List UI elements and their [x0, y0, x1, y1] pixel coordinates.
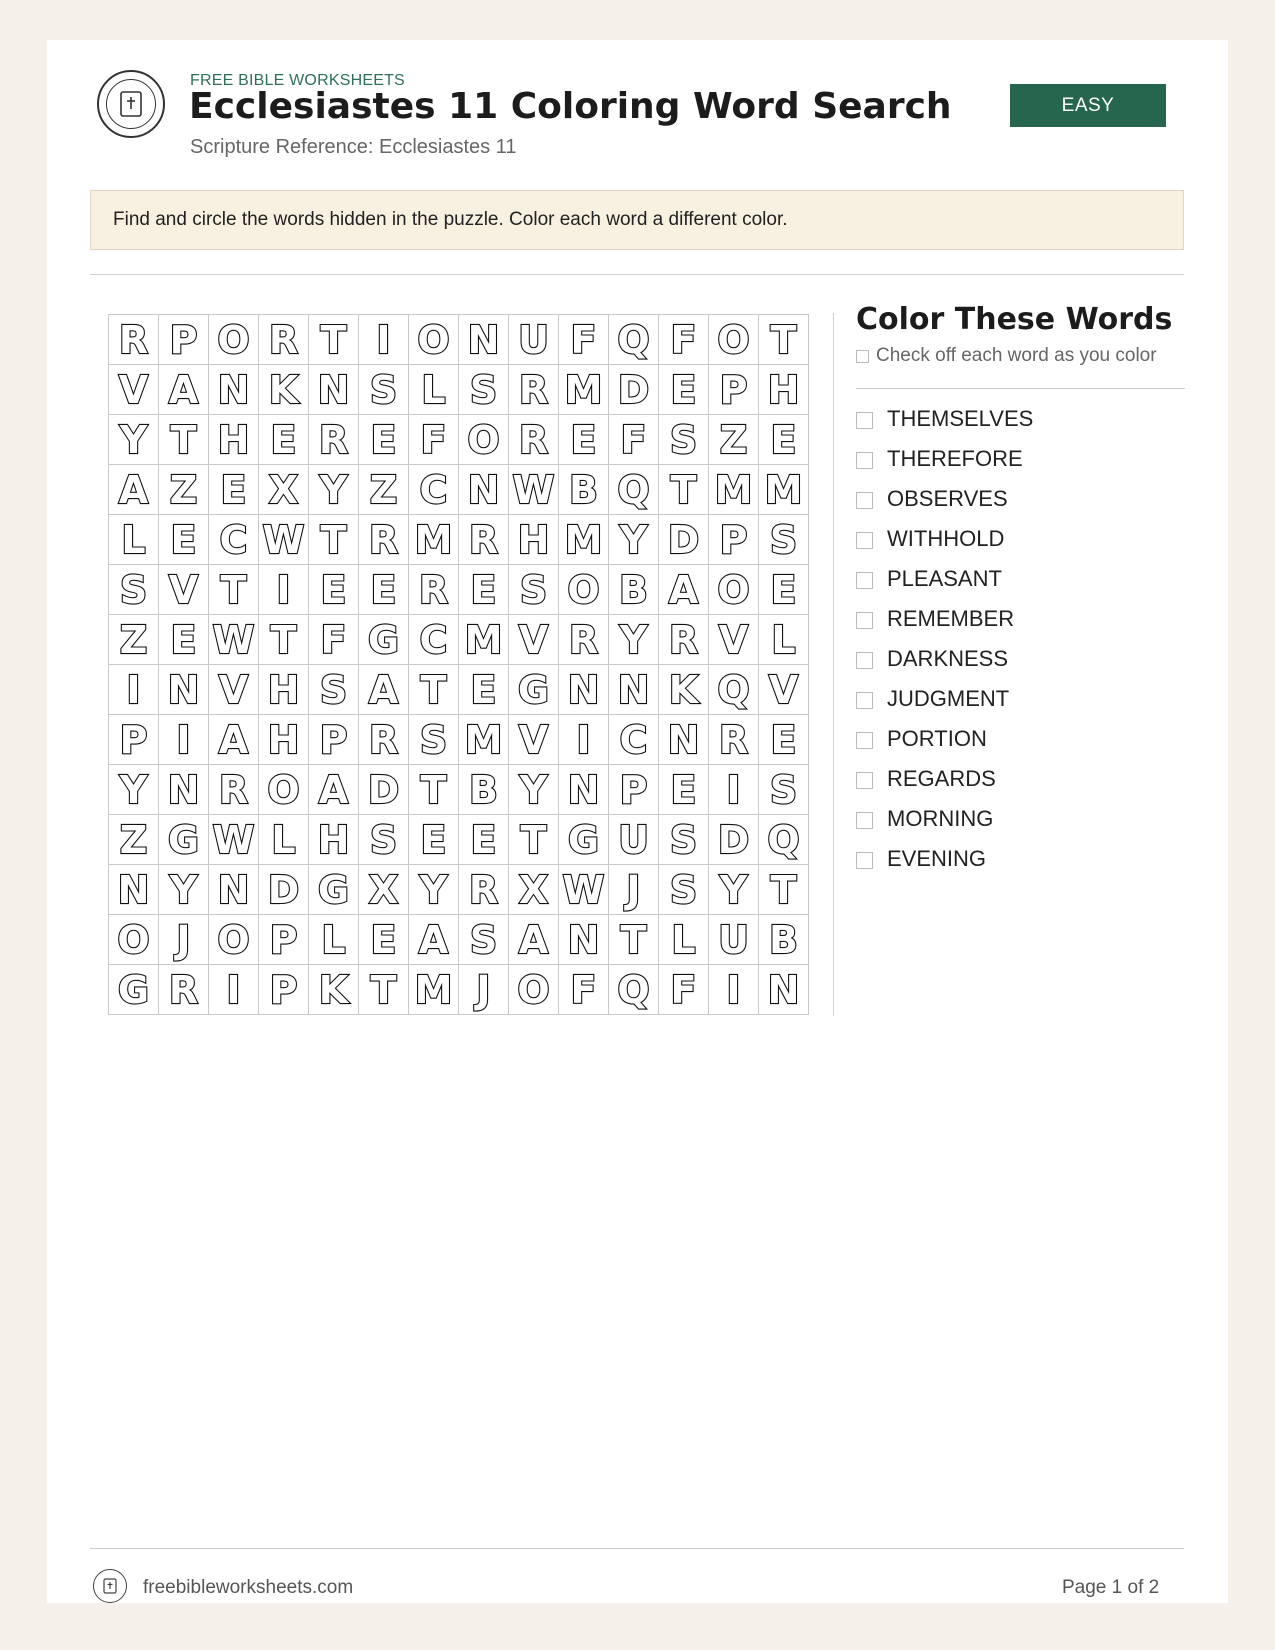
grid-cell[interactable]: D [709, 815, 759, 865]
grid-cell[interactable]: Z [709, 415, 759, 465]
grid-cell[interactable]: S [759, 765, 809, 815]
grid-cell[interactable]: O [409, 315, 459, 365]
grid-cell[interactable]: M [759, 465, 809, 515]
word-checkbox[interactable] [856, 732, 873, 749]
grid-cell[interactable]: R [459, 865, 509, 915]
grid-cell[interactable]: O [209, 915, 259, 965]
difficulty-badge: EASY [1010, 84, 1166, 127]
grid-cell[interactable]: T [759, 315, 809, 365]
bible-icon [106, 79, 156, 129]
grid-cell[interactable]: R [459, 515, 509, 565]
word-label: THEREFORE [887, 446, 1023, 471]
word-label: EVENING [887, 846, 987, 871]
grid-cell[interactable]: D [359, 765, 409, 815]
grid-cell[interactable]: K [309, 965, 359, 1015]
grid-cell[interactable]: F [309, 615, 359, 665]
grid-cell[interactable]: E [359, 565, 409, 615]
grid-cell[interactable]: Y [109, 415, 159, 465]
grid-cell[interactable]: S [459, 365, 509, 415]
grid-cell[interactable]: E [459, 815, 509, 865]
grid-cell[interactable]: E [559, 415, 609, 465]
grid-cell[interactable]: Y [409, 865, 459, 915]
grid-cell[interactable]: E [759, 715, 809, 765]
grid-cell[interactable]: E [209, 465, 259, 515]
grid-cell[interactable]: E [359, 915, 409, 965]
grid-cell[interactable]: Z [109, 815, 159, 865]
grid-cell[interactable]: T [309, 515, 359, 565]
grid-cell[interactable]: Q [609, 315, 659, 365]
grid-cell[interactable]: T [159, 415, 209, 465]
grid-cell[interactable]: L [309, 915, 359, 965]
scripture-reference: Scripture Reference: Ecclesiastes 11 [190, 136, 517, 158]
grid-cell[interactable]: B [459, 765, 509, 815]
grid-cell[interactable]: D [259, 865, 309, 915]
instructions-box [90, 190, 1184, 250]
checkbox-icon [856, 350, 869, 363]
grid-cell[interactable]: I [109, 665, 159, 715]
word-list [856, 399, 1033, 879]
grid-cell[interactable]: N [459, 465, 509, 515]
footer-divider [90, 1548, 1184, 1549]
grid-cell[interactable]: E [459, 665, 509, 715]
word-item [856, 719, 1033, 759]
grid-cell[interactable]: H [259, 665, 309, 715]
grid-cell[interactable]: Y [609, 515, 659, 565]
grid-cell[interactable]: S [359, 365, 409, 415]
grid-cell[interactable]: F [659, 965, 709, 1015]
grid-cell[interactable]: A [409, 915, 459, 965]
grid-cell[interactable]: E [409, 815, 459, 865]
grid-cell[interactable]: F [559, 965, 609, 1015]
grid-cell[interactable]: B [609, 565, 659, 615]
word-item [856, 479, 1033, 519]
grid-cell[interactable]: N [559, 765, 609, 815]
grid-cell[interactable]: G [509, 665, 559, 715]
grid-cell[interactable]: A [309, 765, 359, 815]
grid-cell[interactable]: J [609, 865, 659, 915]
grid-cell[interactable]: E [659, 765, 709, 815]
grid-cell[interactable]: N [209, 865, 259, 915]
grid-cell[interactable]: I [209, 965, 259, 1015]
panel-divider [833, 313, 834, 1016]
grid-cell[interactable]: M [559, 365, 609, 415]
grid-cell[interactable]: U [609, 815, 659, 865]
word-item [856, 519, 1033, 559]
word-item [856, 399, 1033, 439]
grid-cell[interactable]: V [759, 665, 809, 715]
grid-cell[interactable]: G [159, 815, 209, 865]
grid-cell[interactable]: T [409, 765, 459, 815]
word-list-divider [856, 388, 1185, 389]
grid-cell[interactable]: T [659, 465, 709, 515]
grid-cell[interactable]: N [309, 365, 359, 415]
grid-cell[interactable]: L [759, 615, 809, 665]
grid-cell[interactable]: T [259, 615, 309, 665]
word-checkbox[interactable] [856, 852, 873, 869]
grid-cell[interactable]: R [509, 415, 559, 465]
header-divider [90, 274, 1184, 275]
grid-cell[interactable]: O [109, 915, 159, 965]
grid-cell[interactable]: W [209, 615, 259, 665]
grid-cell[interactable]: G [559, 815, 609, 865]
grid-cell[interactable]: G [309, 865, 359, 915]
grid-cell[interactable]: N [459, 315, 509, 365]
grid-cell[interactable]: I [559, 715, 609, 765]
grid-cell[interactable]: K [659, 665, 709, 715]
grid-cell[interactable]: S [509, 565, 559, 615]
grid-cell[interactable]: C [409, 615, 459, 665]
word-checkbox[interactable] [856, 492, 873, 509]
grid-cell[interactable]: I [359, 315, 409, 365]
grid-cell[interactable]: W [509, 465, 559, 515]
word-label: PORTION [887, 726, 987, 751]
grid-cell[interactable]: H [759, 365, 809, 415]
grid-cell[interactable]: V [509, 615, 559, 665]
word-label: JUDGMENT [887, 686, 1010, 711]
grid-cell[interactable]: N [159, 765, 209, 815]
grid-cell[interactable]: O [459, 415, 509, 465]
grid-cell[interactable]: L [409, 365, 459, 415]
grid-cell[interactable]: U [509, 315, 559, 365]
grid-cell[interactable]: O [259, 765, 309, 815]
grid-cell[interactable]: O [559, 565, 609, 615]
grid-cell[interactable]: N [209, 365, 259, 415]
grid-cell[interactable]: P [709, 515, 759, 565]
grid-cell[interactable]: M [409, 515, 459, 565]
grid-cell[interactable]: F [609, 415, 659, 465]
grid-cell[interactable]: S [459, 915, 509, 965]
grid-cell[interactable]: P [709, 365, 759, 415]
word-checkbox[interactable] [856, 612, 873, 629]
word-label: REMEMBER [887, 606, 1015, 631]
grid-cell[interactable]: F [409, 415, 459, 465]
grid-cell[interactable]: P [259, 915, 309, 965]
grid-cell[interactable]: B [559, 465, 609, 515]
grid-cell[interactable]: E [309, 565, 359, 615]
grid-cell[interactable]: Z [159, 465, 209, 515]
grid-cell[interactable]: W [259, 515, 309, 565]
grid-cell[interactable]: P [109, 715, 159, 765]
grid-cell[interactable]: N [159, 665, 209, 715]
word-item [856, 559, 1033, 599]
grid-cell[interactable]: A [659, 565, 709, 615]
grid-cell[interactable]: X [259, 465, 309, 515]
grid-cell[interactable]: E [659, 365, 709, 415]
grid-cell[interactable]: R [509, 365, 559, 415]
grid-cell[interactable]: Y [159, 865, 209, 915]
grid-cell[interactable]: W [209, 815, 259, 865]
grid-cell[interactable]: V [159, 565, 209, 615]
page-title: Ecclesiastes 11 Coloring Word Search [189, 86, 952, 127]
grid-cell[interactable]: S [359, 815, 409, 865]
footer-logo [93, 1569, 127, 1603]
word-item [856, 759, 1033, 799]
grid-cell[interactable]: E [759, 415, 809, 465]
grid-cell[interactable]: P [609, 765, 659, 815]
word-label: THEMSELVES [887, 406, 1034, 431]
grid-cell[interactable]: R [309, 415, 359, 465]
grid-cell[interactable]: Y [609, 615, 659, 665]
grid-cell[interactable]: Z [109, 615, 159, 665]
grid-cell[interactable]: N [109, 865, 159, 915]
grid-cell[interactable]: T [609, 915, 659, 965]
grid-cell[interactable]: G [359, 615, 409, 665]
grid-cell[interactable]: E [359, 415, 409, 465]
grid-cell[interactable]: G [109, 965, 159, 1015]
grid-cell[interactable]: V [109, 365, 159, 415]
grid-cell[interactable]: R [159, 965, 209, 1015]
word-label: REGARDS [887, 766, 996, 791]
grid-cell[interactable]: R [559, 615, 609, 665]
grid-cell[interactable]: N [759, 965, 809, 1015]
grid-cell[interactable]: K [259, 365, 309, 415]
grid-cell[interactable]: X [509, 865, 559, 915]
grid-cell[interactable]: P [309, 715, 359, 765]
word-item [856, 639, 1033, 679]
grid-cell[interactable]: Q [759, 815, 809, 865]
grid-cell[interactable]: E [159, 615, 209, 665]
grid-cell[interactable]: T [309, 315, 359, 365]
grid-cell[interactable]: H [259, 715, 309, 765]
grid-cell[interactable]: A [109, 465, 159, 515]
grid-cell[interactable]: M [459, 615, 509, 665]
grid-cell[interactable]: P [159, 315, 209, 365]
grid-cell[interactable]: Y [509, 765, 559, 815]
grid-cell[interactable]: F [659, 315, 709, 365]
grid-cell[interactable]: N [609, 665, 659, 715]
word-checkbox[interactable] [856, 452, 873, 469]
grid-cell[interactable]: R [259, 315, 309, 365]
instructions-text: Find and circle the words hidden in the puzzle. Color each word a different color. [113, 209, 788, 230]
grid-cell[interactable]: U [709, 915, 759, 965]
grid-cell[interactable]: I [709, 965, 759, 1015]
grid-cell[interactable]: Q [609, 965, 659, 1015]
grid-cell[interactable]: S [109, 565, 159, 615]
grid-cell[interactable]: R [109, 315, 159, 365]
grid-cell[interactable]: I [159, 715, 209, 765]
grid-cell[interactable]: S [659, 415, 709, 465]
grid-cell[interactable]: R [359, 715, 409, 765]
word-checkbox[interactable] [856, 772, 873, 789]
grid-cell[interactable]: Y [109, 765, 159, 815]
grid-cell[interactable]: P [259, 965, 309, 1015]
grid-cell[interactable]: I [709, 765, 759, 815]
grid-cell[interactable]: H [309, 815, 359, 865]
grid-cell[interactable]: C [209, 515, 259, 565]
word-list-hint-text: Check off each word as you color [876, 345, 1157, 366]
word-item [856, 439, 1033, 479]
grid-cell[interactable]: S [409, 715, 459, 765]
grid-cell[interactable]: C [609, 715, 659, 765]
grid-cell[interactable]: S [759, 515, 809, 565]
grid-cell[interactable]: Z [359, 465, 409, 515]
grid-cell[interactable]: S [659, 815, 709, 865]
word-item [856, 839, 1033, 879]
grid-cell[interactable]: J [459, 965, 509, 1015]
word-label: DARKNESS [887, 646, 1009, 671]
grid-cell[interactable]: T [759, 865, 809, 915]
grid-cell[interactable]: T [209, 565, 259, 615]
word-checkbox[interactable] [856, 412, 873, 429]
grid-cell[interactable]: L [109, 515, 159, 565]
grid-cell[interactable]: M [409, 965, 459, 1015]
grid-cell[interactable]: N [559, 915, 609, 965]
grid-cell[interactable]: R [709, 715, 759, 765]
grid-cell[interactable]: O [509, 965, 559, 1015]
grid-cell[interactable]: M [459, 715, 509, 765]
grid-cell[interactable]: E [759, 565, 809, 615]
word-list-hint [856, 345, 1157, 367]
grid-cell[interactable]: H [509, 515, 559, 565]
grid-cell[interactable]: D [609, 365, 659, 415]
grid-cell[interactable]: R [359, 515, 409, 565]
word-checkbox[interactable] [856, 812, 873, 829]
grid-cell[interactable]: I [259, 565, 309, 615]
grid-cell[interactable]: Y [709, 865, 759, 915]
grid-cell[interactable]: T [409, 665, 459, 715]
word-checkbox[interactable] [856, 692, 873, 709]
grid-cell[interactable]: Q [609, 465, 659, 515]
grid-cell[interactable]: H [209, 415, 259, 465]
grid-cell[interactable]: D [659, 515, 709, 565]
brand-name: FREE BIBLE WORKSHEETS [190, 72, 405, 89]
grid-cell[interactable]: E [159, 515, 209, 565]
word-label: WITHHOLD [887, 526, 1005, 551]
word-item [856, 599, 1033, 639]
grid-cell[interactable]: A [159, 365, 209, 415]
grid-cell[interactable]: L [259, 815, 309, 865]
grid-cell[interactable]: M [559, 515, 609, 565]
word-list-heading: Color These Words [856, 302, 1173, 337]
word-item [856, 679, 1033, 719]
grid-cell[interactable]: W [559, 865, 609, 915]
grid-cell[interactable]: V [209, 665, 259, 715]
grid-cell[interactable]: A [209, 715, 259, 765]
grid-cell[interactable]: B [759, 915, 809, 965]
word-item [856, 799, 1033, 839]
grid-cell[interactable]: X [359, 865, 409, 915]
word-label: OBSERVES [887, 486, 1008, 511]
grid-cell[interactable]: E [259, 415, 309, 465]
grid-cell[interactable]: V [509, 715, 559, 765]
word-label: PLEASANT [887, 566, 1002, 591]
footer-site-link[interactable]: freebibleworksheets.com [143, 1577, 354, 1598]
grid-cell[interactable]: E [459, 565, 509, 615]
grid-cell[interactable]: M [709, 465, 759, 515]
page-number: Page 1 of 2 [1062, 1577, 1160, 1598]
grid-cell[interactable]: V [709, 615, 759, 665]
brand-logo [97, 70, 165, 138]
grid-cell[interactable]: T [359, 965, 409, 1015]
word-checkbox[interactable] [856, 652, 873, 669]
grid-cell[interactable]: R [209, 765, 259, 815]
grid-cell[interactable]: O [709, 565, 759, 615]
grid-cell[interactable]: R [409, 565, 459, 615]
worksheet-page [47, 40, 1228, 1603]
grid-cell[interactable]: S [309, 665, 359, 715]
grid-cell[interactable]: J [159, 915, 209, 965]
grid-cell[interactable]: O [709, 315, 759, 365]
grid-cell[interactable]: O [209, 315, 259, 365]
grid-cell[interactable]: N [559, 665, 609, 715]
grid-cell[interactable]: N [659, 715, 709, 765]
grid-cell[interactable]: F [559, 315, 609, 365]
grid-cell[interactable]: R [659, 615, 709, 665]
word-search-grid[interactable] [108, 314, 809, 1015]
word-checkbox[interactable] [856, 532, 873, 549]
grid-cell[interactable]: Y [309, 465, 359, 515]
bible-icon [102, 1577, 118, 1595]
grid-cell[interactable]: C [409, 465, 459, 515]
word-checkbox[interactable] [856, 572, 873, 589]
grid-cell[interactable]: L [659, 915, 709, 965]
grid-cell[interactable]: S [659, 865, 709, 915]
grid-cell[interactable]: A [359, 665, 409, 715]
grid-cell[interactable]: A [509, 915, 559, 965]
word-label: MORNING [887, 806, 994, 831]
grid-cell[interactable]: T [509, 815, 559, 865]
grid-cell[interactable]: Q [709, 665, 759, 715]
